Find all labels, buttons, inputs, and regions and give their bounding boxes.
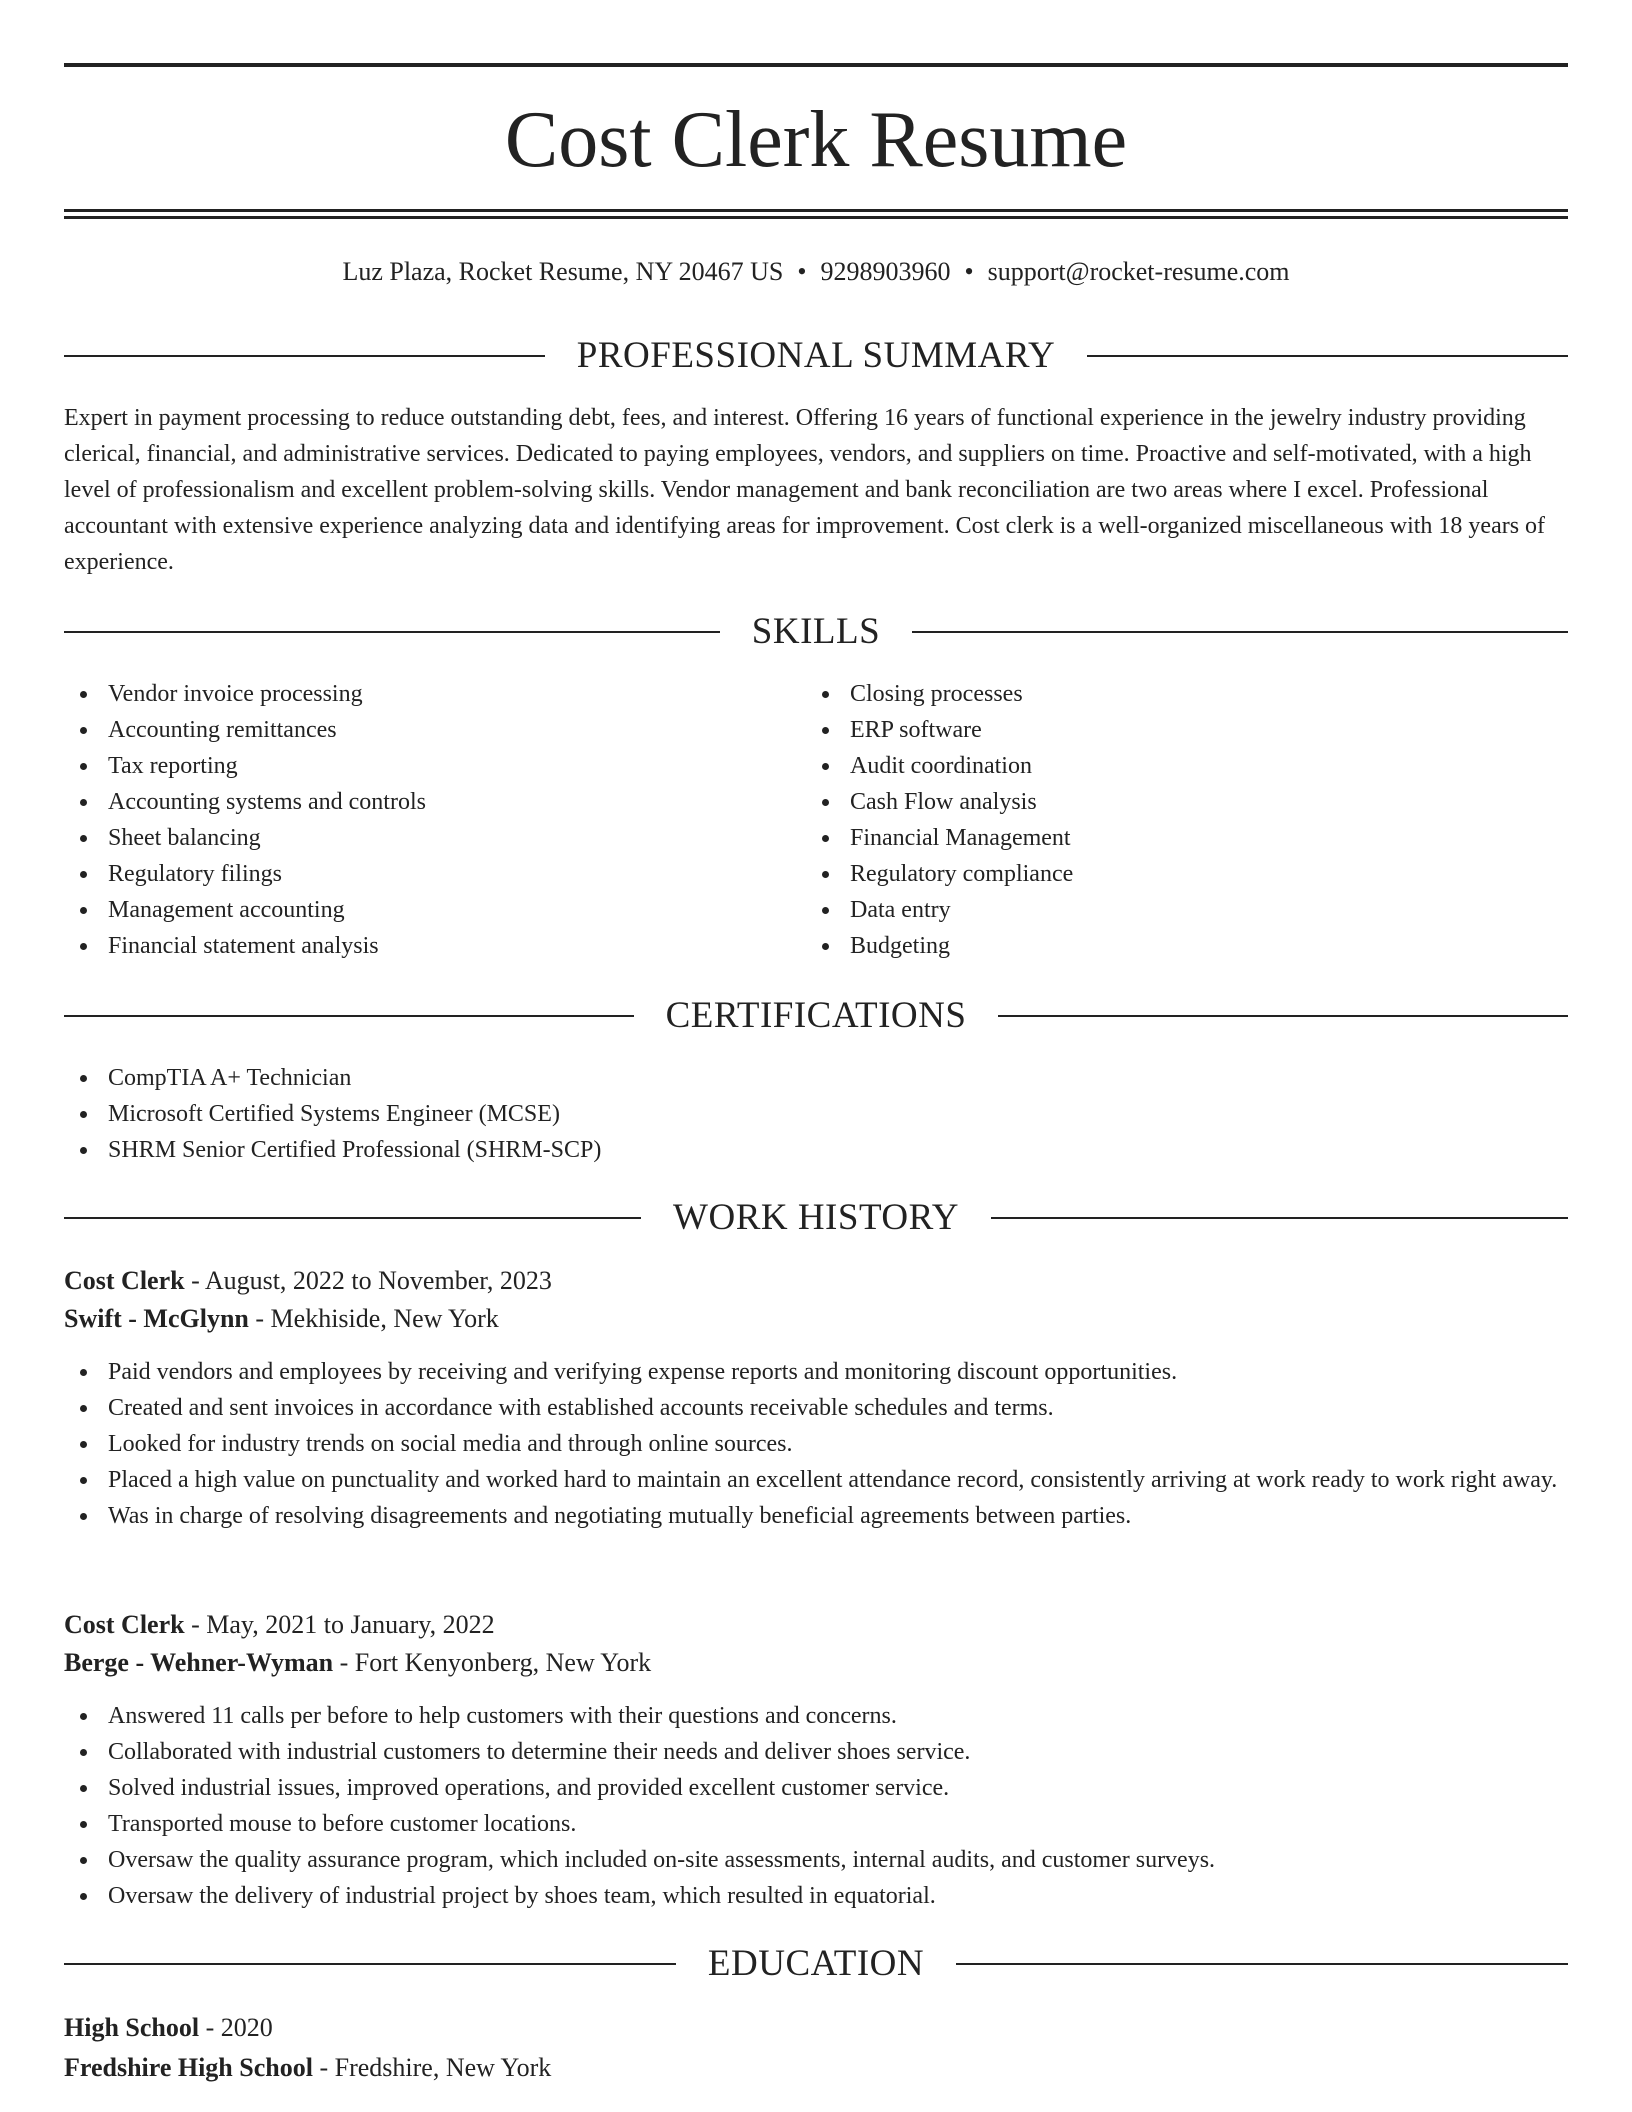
skill-item: Closing processes [806,676,1546,712]
top-rule [64,63,1568,67]
education-school-line [64,2048,1568,2088]
certification-item: Microsoft Certified Systems Engineer (MCSE) [64,1096,1568,1132]
section-title-education: EDUCATION [707,1943,925,1984]
section-rule-left [64,631,720,633]
job-bullets [64,1354,1568,1534]
contact-phone: 9298903960 [820,257,951,286]
education-school: Fredshire High School [64,2053,313,2082]
job-company-line [64,1644,1568,1682]
contact-separator: • [797,257,807,286]
certification-item: CompTIA A+ Technician [64,1060,1568,1096]
job-dates: - August, 2022 to November, 2023 [184,1266,552,1295]
title-double-rule-upper [64,209,1568,212]
contact-separator: • [964,257,974,286]
job-location: - Fort Kenyonberg, New York [333,1648,652,1677]
skill-item: Tax reporting [64,748,804,784]
job-dates: - May, 2021 to January, 2022 [184,1610,495,1639]
professional-summary-text: Expert in payment processing to reduce outstanding debt, fees, and interest. Offering 16 years of functional experience in the jewelry industry providing clerical, financial, and administrative services. Dedicated to paying employees, vendors, and suppliers on time. Proactive and self-motivated, with a high level of professionalism and excellent problem-solving skills. Vendor management and bank reconciliation are two areas where I excel. Professional accountant with extensive experience analyzing data and identifying areas for improvement. Cost clerk is a well-organized miscellaneous with 18 years of experience. [64,405,1546,575]
section-rule-left [64,355,545,357]
section-header-education [64,1942,1568,1986]
job-title-line [64,1606,1568,1644]
job-title: Cost Clerk [64,1266,185,1295]
skill-item: Budgeting [806,928,1546,964]
skill-item: Management accounting [64,892,804,928]
skill-item: Financial statement analysis [64,928,804,964]
title-double-rule-lower [64,216,1568,219]
section-rule-right [956,1963,1568,1965]
resume-title: Cost Clerk Resume [504,96,1128,184]
job-location: - Mekhiside, New York [248,1304,499,1333]
skill-item: Cash Flow analysis [806,784,1546,820]
job-bullet: Created and sent invoices in accordance with established accounts receivable schedules and terms. [64,1390,1568,1426]
section-rule-right [912,631,1568,633]
job-title: Cost Clerk [64,1610,185,1639]
skill-item: Sheet balancing [64,820,804,856]
section-header-certifications [64,994,1568,1038]
job-bullet: Oversaw the quality assurance program, which included on-site assessments, internal audits, and customer surveys. [64,1842,1568,1878]
section-rule-left [64,1217,641,1219]
education-degree-line [64,2008,1568,2048]
job-company: Swift - McGlynn [64,1304,249,1333]
skills-list-right [806,676,1546,964]
section-title-work-history: WORK HISTORY [673,1197,959,1238]
job-bullets [64,1698,1568,1914]
section-header-skills [64,610,1568,654]
certification-item: SHRM Senior Certified Professional (SHRM-SCP) [64,1132,1568,1168]
section-title-skills: SKILLS [751,611,881,652]
education-degree: High School [64,2013,200,2042]
certifications-list [64,1060,1568,1168]
job-bullet: Answered 11 calls per before to help customers with their questions and concerns. [64,1698,1568,1734]
contact-email: support@rocket-resume.com [987,257,1290,286]
job-bullet: Was in charge of resolving disagreements and negotiating mutually beneficial agreements between parties. [64,1498,1568,1534]
skill-item: Regulatory filings [64,856,804,892]
education-year: - 2020 [199,2013,273,2042]
section-header-work-history [64,1196,1568,1240]
job-bullet: Looked for industry trends on social media and through online sources. [64,1426,1568,1462]
section-header-summary [64,334,1568,378]
job-title-line [64,1262,1568,1300]
section-rule-right [991,1217,1568,1219]
skill-item: Data entry [806,892,1546,928]
job-bullet: Solved industrial issues, improved operations, and provided excellent customer service. [64,1770,1568,1806]
work-entry [64,1606,1568,1914]
skill-item: Vendor invoice processing [64,676,804,712]
skill-item: Accounting remittances [64,712,804,748]
section-title-certifications: CERTIFICATIONS [665,995,967,1036]
section-title-summary: PROFESSIONAL SUMMARY [576,335,1056,376]
section-rule-right [998,1015,1568,1017]
contact-address: Luz Plaza, Rocket Resume, NY 20467 US [342,257,784,286]
skill-item: Accounting systems and controls [64,784,804,820]
section-rule-left [64,1963,676,1965]
job-bullet: Placed a high value on punctuality and worked hard to maintain an excellent attendance record, consistently arriving at work ready to work right away. [64,1462,1568,1498]
section-rule-right [1087,355,1568,357]
work-entry [64,1262,1568,1534]
skills-list-left [64,676,804,964]
skill-item: Audit coordination [806,748,1546,784]
job-bullet: Collaborated with industrial customers to determine their needs and deliver shoes service. [64,1734,1568,1770]
education-entry [64,2008,1568,2088]
job-bullet: Paid vendors and employees by receiving and verifying expense reports and monitoring discount opportunities. [64,1354,1568,1390]
skill-item: ERP software [806,712,1546,748]
contact-line [64,255,1568,289]
job-bullet: Oversaw the delivery of industrial project by shoes team, which resulted in equatorial. [64,1878,1568,1914]
job-bullet: Transported mouse to before customer locations. [64,1806,1568,1842]
job-company: Berge - Wehner-Wyman [64,1648,334,1677]
education-location: - Fredshire, New York [312,2053,552,2082]
skill-item: Financial Management [806,820,1546,856]
job-company-line [64,1300,1568,1338]
section-rule-left [64,1015,634,1017]
skill-item: Regulatory compliance [806,856,1546,892]
